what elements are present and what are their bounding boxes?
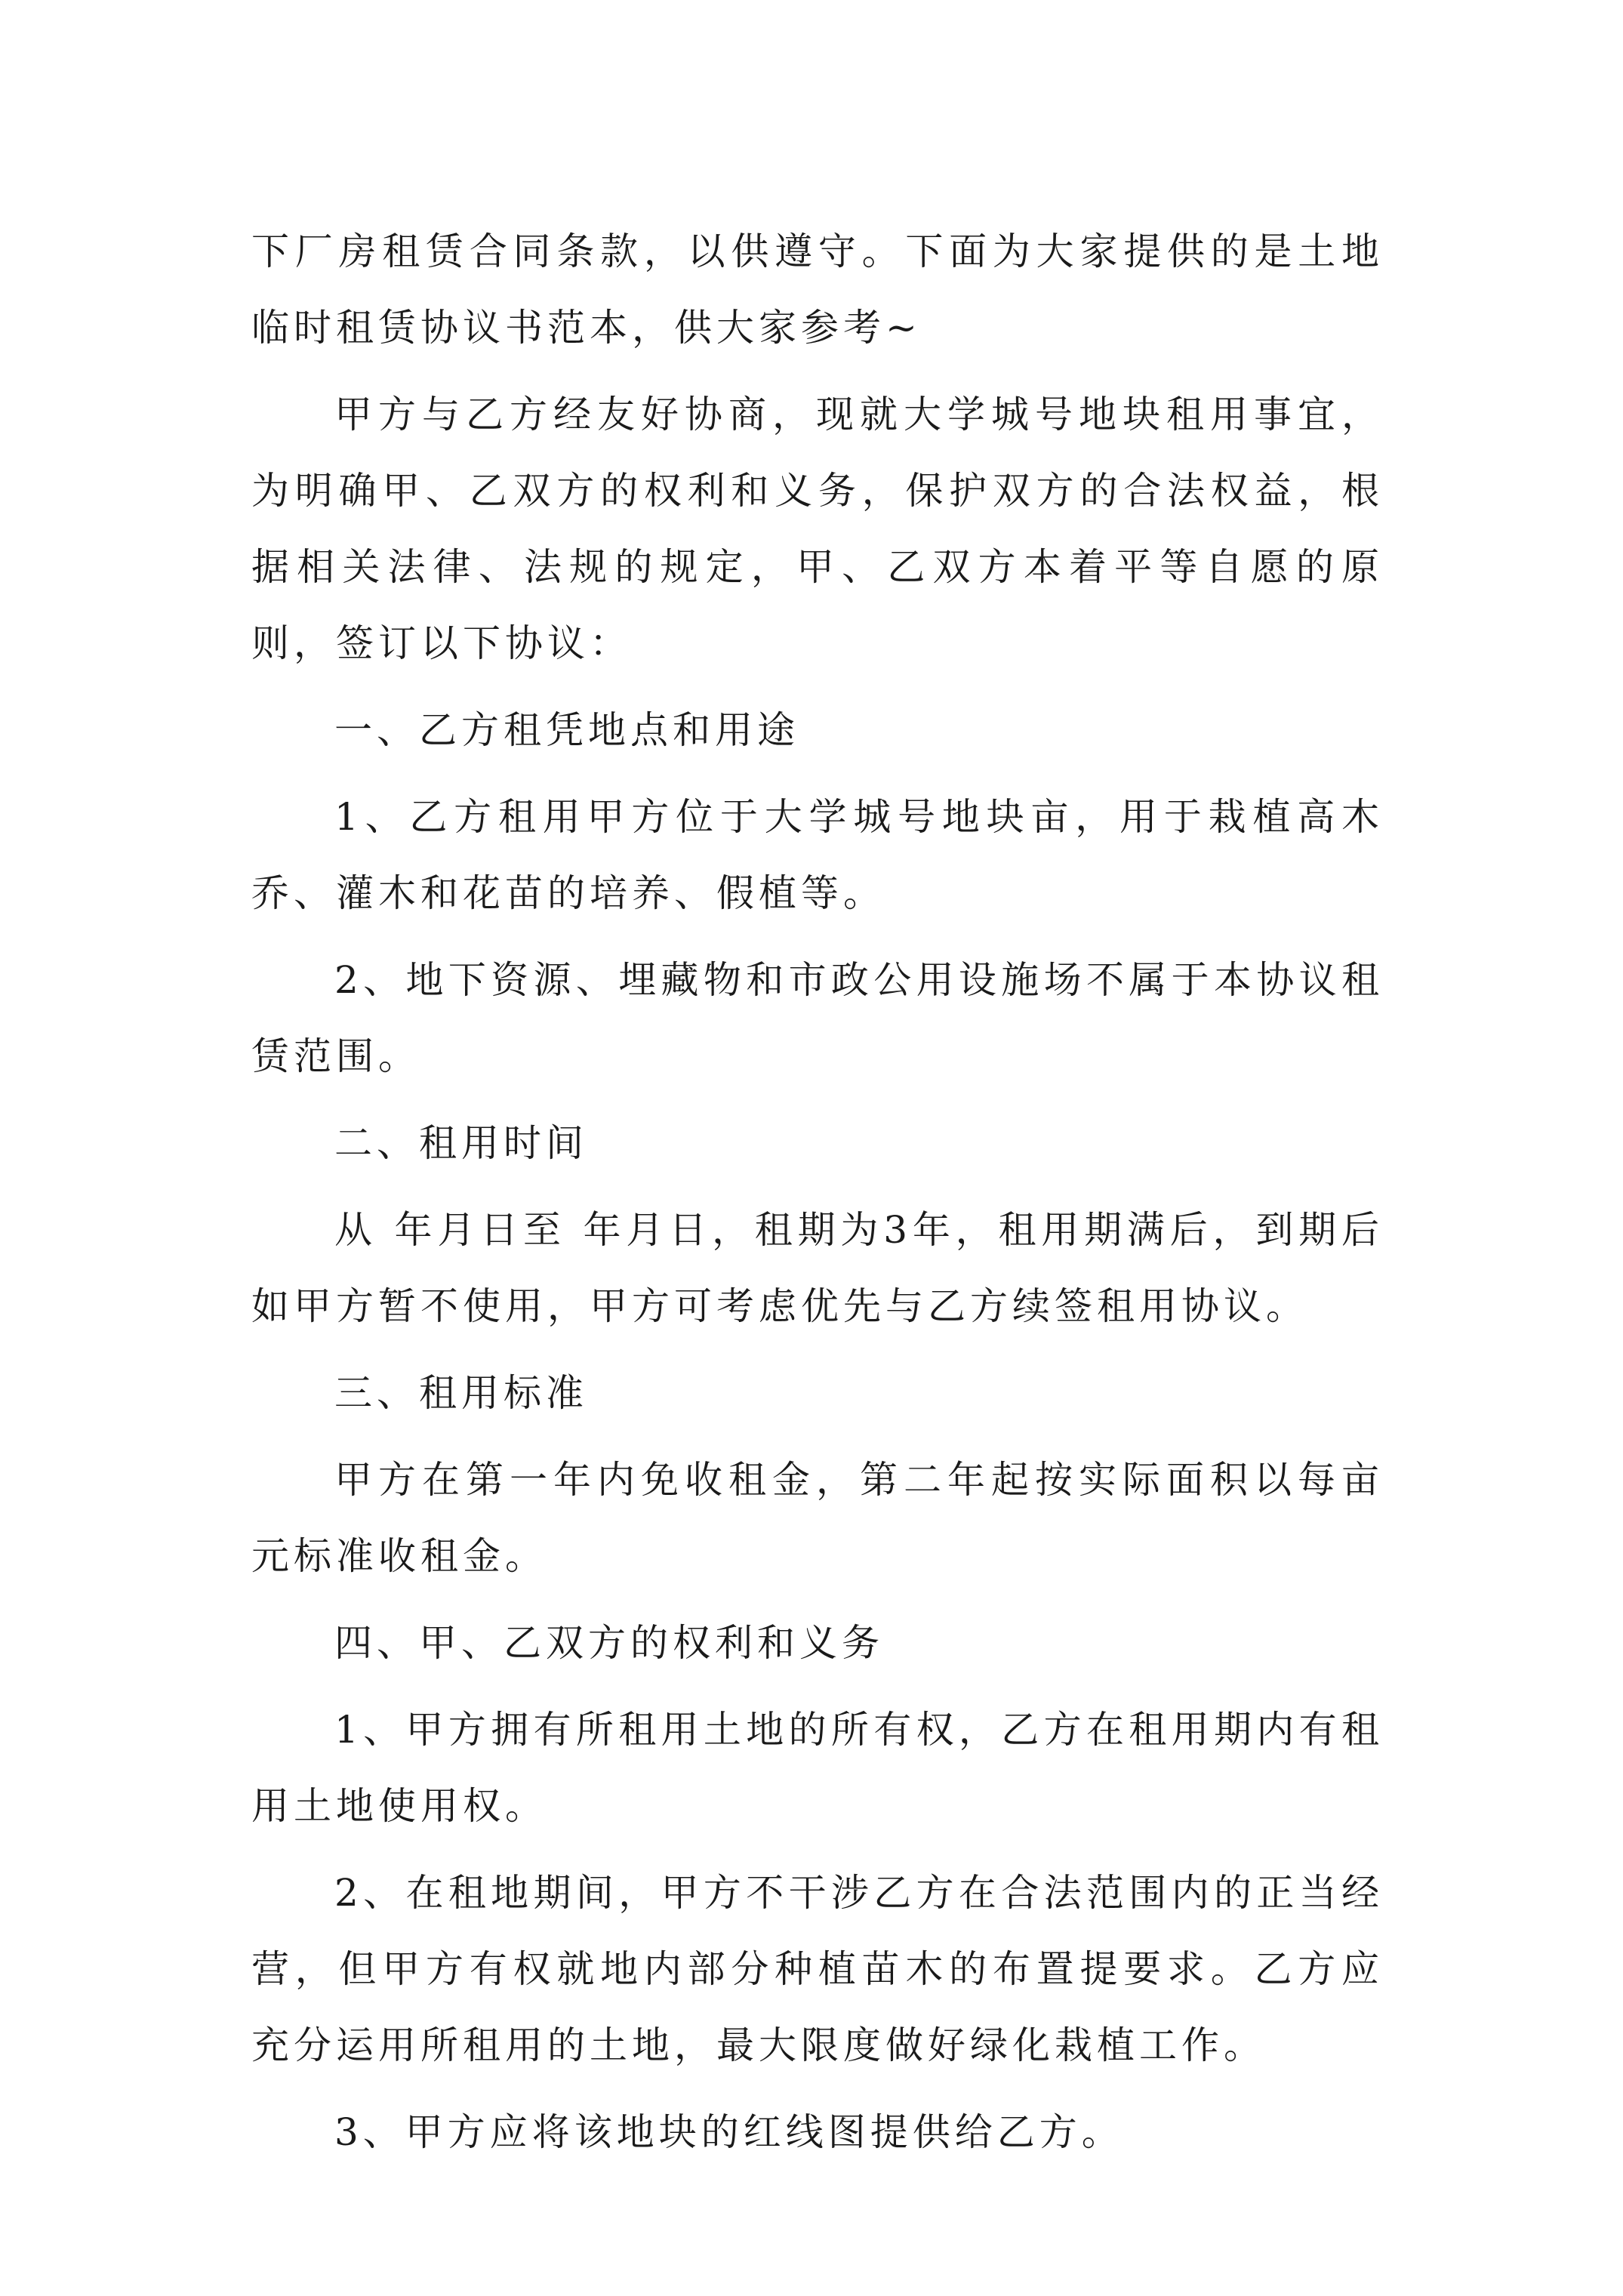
heading-section-4: 四、甲、乙双方的权利和义务 [334,1621,884,1665]
paragraph-3: 甲方在第一年内免收租金，第二年起按实际面积以每亩元标准收租金。 [251,1458,1384,1578]
paragraph-4-3: 3、甲方应将该地块的红线图提供给乙方。 [334,2110,1124,2154]
paragraph-1-1: 1、乙方租用甲方位于大学城号地块亩，用于栽植高木乔、灌木和花苗的培养、假植等。 [251,795,1384,915]
paragraph-1-2: 2、地下资源、埋藏物和市政公用设施场不属于本协议租赁范围。 [251,958,1384,1078]
paragraph-intro: 下厂房租赁合同条款，以供遵守。下面为大家提供的是土地临时租赁协议书范本，供大家参考~ [251,230,1384,350]
heading-section-1: 一、乙方租凭地点和用途 [334,708,799,752]
paragraph-2: 从 年月日至 年月日，租期为3年，租用期满后，到期后如甲方暂不使用，甲方可考虑优先与乙方续签租用协议。 [251,1208,1384,1328]
heading-section-3: 三、租用标准 [334,1371,588,1415]
paragraph-4-1: 1、甲方拥有所租用土地的所有权，乙方在租用期内有租用土地使用权。 [251,1708,1384,1828]
paragraph-4-2: 2、在租地期间，甲方不干涉乙方在合法范围内的正当经营，但甲方有权就地内部分种植苗木的布置提要求。乙方应充分运用所租用的土地，最大限度做好绿化栽植工作。 [251,1871,1384,2067]
paragraph-preamble: 甲方与乙方经友好协商，现就大学城号地块租用事宜，为明确甲、乙双方的权利和义务，保护双方的合法权益，根据相关法律、法规的规定，甲、乙双方本着平等自愿的原则，签订以下协议： [251,393,1384,665]
document-body [251,214,1384,2171]
heading-section-2: 二、租用时间 [334,1121,588,1165]
